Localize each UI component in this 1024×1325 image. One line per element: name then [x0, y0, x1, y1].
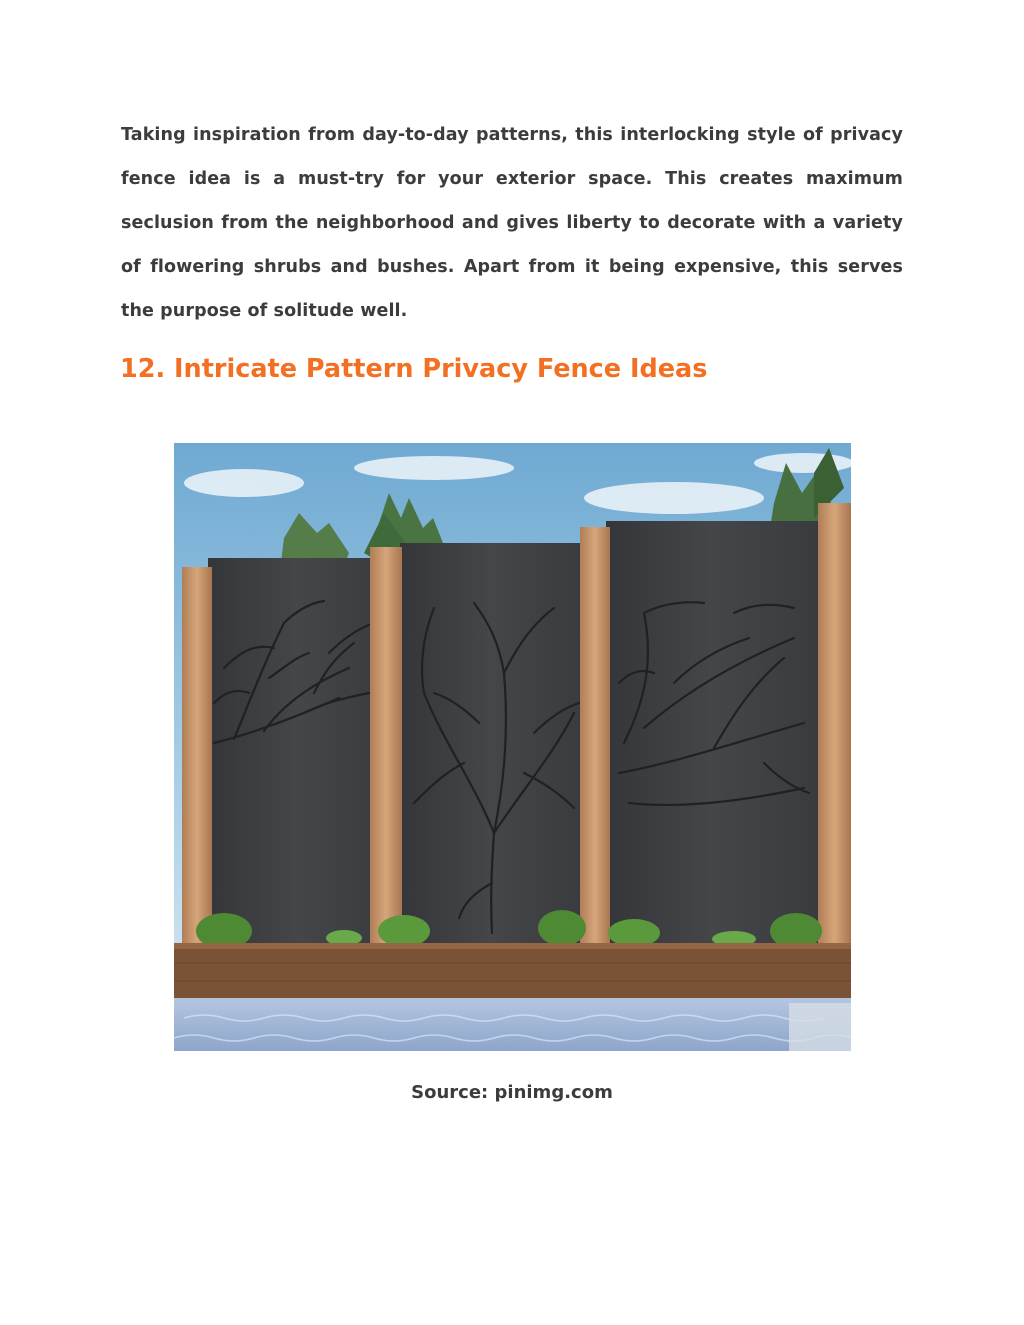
section-heading: 12. Intricate Pattern Privacy Fence Ideas: [120, 354, 708, 384]
wooden-deck: [174, 943, 851, 998]
fence-post-2: [370, 547, 402, 945]
fence-panel-left: [208, 558, 388, 943]
fence-panel-right: [606, 521, 818, 943]
pool-water: [174, 998, 851, 1051]
intro-paragraph: Taking inspiration from day-to-day patterns, this interlocking style of privacy fence idea is a must-try for your exterior space. This creates maximum seclusion from the neighborhood and gives liberty to decorate with a variety of flowering shrubs and bushes. Apart from it being expensive, this serves the purpose of solitude well.: [121, 125, 903, 321]
fence-post-1: [182, 567, 212, 945]
fence-post-4: [818, 503, 851, 945]
image-caption: Source: pinimg.com: [411, 1082, 613, 1103]
fence-post-3: [580, 527, 610, 945]
fence-photo: [174, 443, 851, 1051]
